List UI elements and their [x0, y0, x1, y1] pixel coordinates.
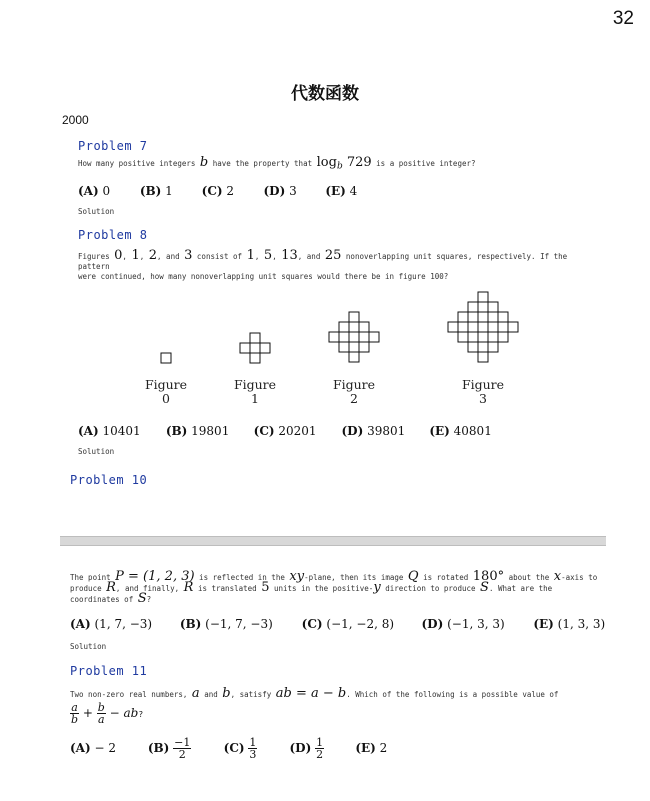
unit-square [349, 312, 359, 322]
choice-a[interactable]: (A) (1, 7, −3) [70, 617, 153, 631]
choice-c[interactable]: (C) $\frac{1}{3}$ [223, 736, 257, 761]
choice-b[interactable]: (B) (−1, 7, −3) [179, 617, 273, 631]
problem-10-choices [70, 617, 606, 631]
problem-8-heading: Problem 8 [78, 228, 148, 242]
unit-square [498, 312, 508, 322]
unit-square [468, 332, 478, 342]
text: have the property that [208, 159, 317, 168]
unit-square [458, 322, 468, 332]
choice-b[interactable]: (B) $\frac{-1}{2}$ [147, 736, 191, 761]
choice-a[interactable]: (A) 0 [78, 184, 111, 198]
page-title: 代数函数 [291, 84, 359, 104]
choice-e[interactable]: (E) 2 [355, 741, 388, 755]
unit-square [478, 292, 488, 302]
unit-square [498, 322, 508, 332]
choice-a[interactable]: (A) − 2 [70, 741, 117, 755]
unit-square [250, 353, 260, 363]
unit-square [329, 332, 339, 342]
unit-square [458, 332, 468, 342]
solution-link[interactable]: Solution [78, 447, 115, 456]
unit-square [359, 322, 369, 332]
choice-e[interactable]: (E) (1, 3, 3) [533, 617, 606, 631]
unit-square [488, 312, 498, 322]
unit-square [478, 322, 488, 332]
text: is a positive integer? [371, 159, 476, 168]
unit-square [359, 342, 369, 352]
unit-square [339, 322, 349, 332]
choice-b[interactable]: (B) 19801 [165, 424, 230, 438]
fraction-a-over-b: $\frac{a}{b}$ [71, 701, 79, 726]
choice-d[interactable]: (D) 39801 [341, 424, 406, 438]
unit-square [478, 332, 488, 342]
figure-1-caption: Figure 1 [233, 377, 277, 406]
solution-link[interactable]: Solution [78, 207, 115, 216]
choice-b[interactable]: (B) 1 [139, 184, 173, 198]
figure-3 [448, 292, 518, 362]
figure-0 [161, 353, 171, 363]
problem-8-choices [78, 424, 513, 438]
choice-a[interactable]: (A) 10401 [78, 424, 141, 438]
choice-c[interactable]: (C) (−1, −2, 8) [301, 617, 395, 631]
problem-10-text: The point P = (1, 2, 3) is reflected in the xy-plane, then its image Q is rotated 180° about the x-axis to produce R, and finally, R is translated 5 units in the positive-y direction to produce S. What are the coordinates of S? [70, 569, 598, 606]
year-label: 2000 [62, 113, 89, 127]
unit-square [240, 343, 250, 353]
figure-0-caption: Figure 0 [144, 377, 188, 406]
choice-e[interactable]: (E) 4 [325, 184, 358, 198]
choice-d[interactable]: (D) $\frac{1}{2}$ [289, 736, 324, 761]
unit-square [359, 332, 369, 342]
unit-square [448, 322, 458, 332]
unit-square [488, 322, 498, 332]
problem-8-text: Figures 0, 1, 2, and 3 consist of 1, 5, 13, and 25 nonoverlapping unit squares, respectively. If the pattern were continued, how many nonoverlapping unit squares would there be in figure 100? [78, 248, 568, 281]
unit-square [250, 343, 260, 353]
problem-7-choices [78, 184, 383, 198]
unit-square [349, 342, 359, 352]
choice-d[interactable]: (D) (−1, 3, 3) [421, 617, 505, 631]
unit-square [161, 353, 171, 363]
math-var: b [199, 155, 209, 170]
fraction-b-over-a: $\frac{b}{a}$ [97, 701, 105, 726]
figure-2 [329, 312, 379, 362]
problem-11-choices [70, 737, 405, 760]
unit-square [349, 322, 359, 332]
math-log: log [316, 155, 337, 170]
problem-10-heading: Problem 10 [70, 473, 148, 487]
text: How many positive integers [78, 159, 200, 168]
unit-square [478, 352, 488, 362]
math-num: 729 [342, 155, 372, 170]
problem-11-text: Two non-zero real numbers, a and b, satisfy ab = a − b. Which of the following is a possible value of [70, 686, 559, 701]
problem-11-heading: Problem 11 [70, 664, 148, 678]
choice-d[interactable]: (D) 3 [263, 184, 297, 198]
unit-square [468, 342, 478, 352]
figure-2-caption: Figure 2 [332, 377, 376, 406]
solution-link[interactable]: Solution [70, 642, 107, 651]
unit-square [250, 333, 260, 343]
choice-c[interactable]: (C) 2 [201, 184, 235, 198]
figure-1 [240, 333, 270, 363]
choice-c[interactable]: (C) 20201 [253, 424, 317, 438]
unit-square [488, 332, 498, 342]
problem-11-expression: $\frac{a}{b}$ + $\frac{b}{a}$ − ab? [71, 701, 144, 726]
page-divider [60, 536, 606, 546]
page-number: 32 [612, 8, 634, 29]
unit-square [478, 312, 488, 322]
unit-square [468, 312, 478, 322]
unit-square [369, 332, 379, 342]
unit-square [458, 312, 468, 322]
unit-square [349, 332, 359, 342]
unit-square [260, 343, 270, 353]
figure-pattern [0, 280, 650, 380]
math-sub: b [336, 161, 343, 172]
choice-e[interactable]: (E) 40801 [429, 424, 492, 438]
figure-3-caption: Figure 3 [461, 377, 505, 406]
unit-square [478, 302, 488, 312]
unit-square [349, 352, 359, 362]
unit-square [508, 322, 518, 332]
unit-square [468, 302, 478, 312]
unit-square [339, 332, 349, 342]
unit-square [488, 342, 498, 352]
unit-square [468, 322, 478, 332]
unit-square [498, 332, 508, 342]
unit-square [488, 302, 498, 312]
problem-7-heading: Problem 7 [78, 139, 148, 153]
unit-square [478, 342, 488, 352]
unit-square [339, 342, 349, 352]
problem-7-text [78, 155, 476, 172]
